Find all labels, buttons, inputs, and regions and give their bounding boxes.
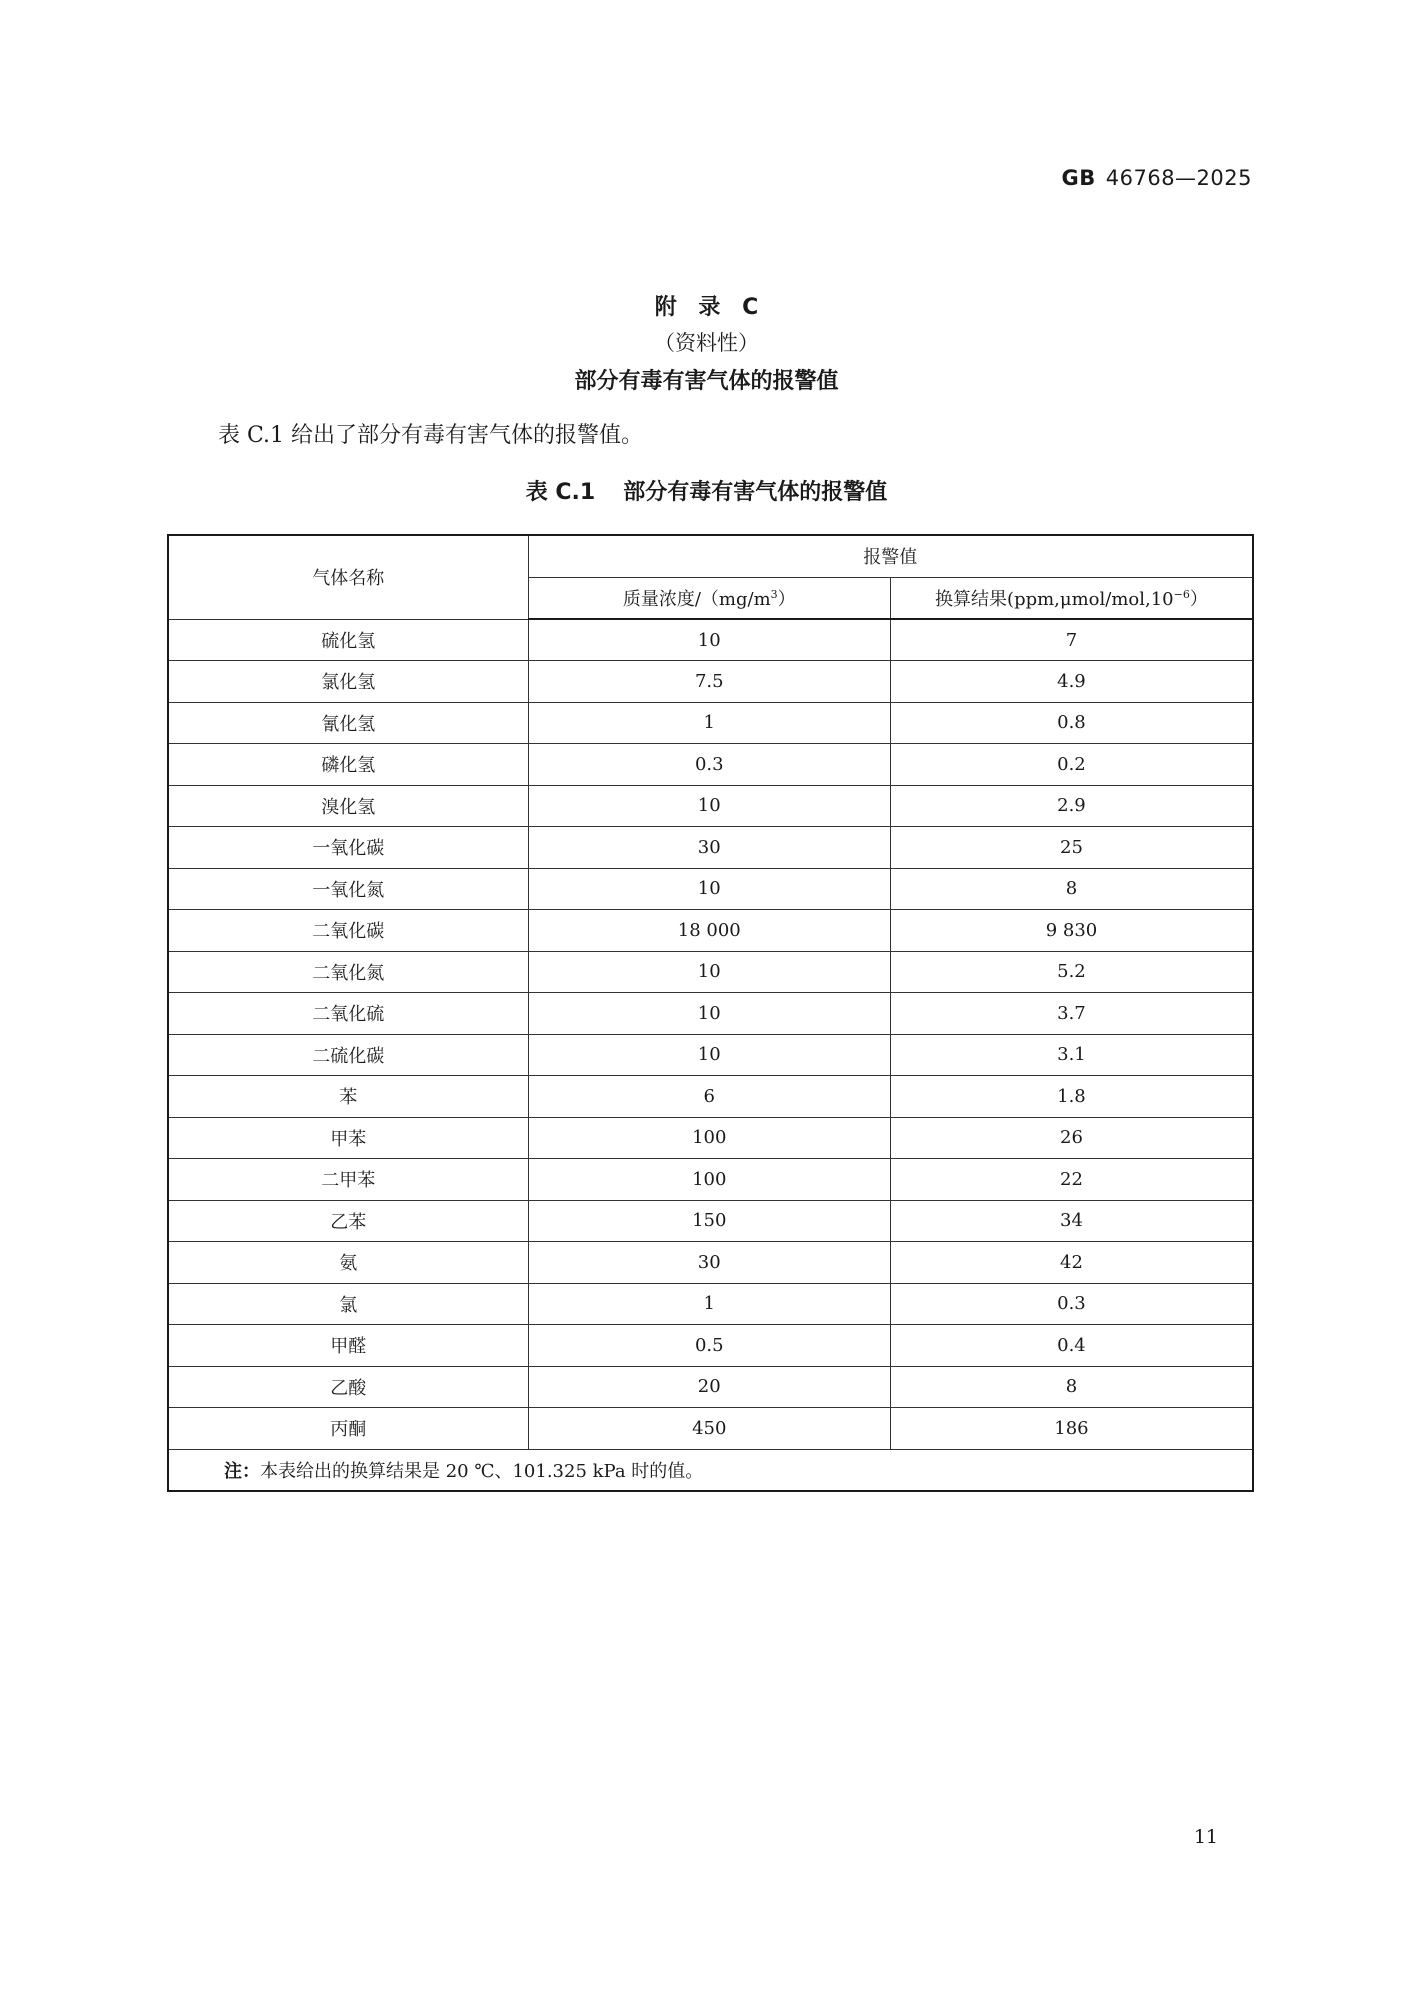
table-caption-number: 表 C.1: [525, 480, 596, 505]
annex-label: 附 录 C: [654, 295, 759, 320]
table-row: [168, 910, 1253, 952]
table-note: [168, 1449, 1253, 1491]
cell-conversion: 0.3: [890, 1283, 1253, 1325]
cell-conversion: 0.2: [890, 744, 1253, 786]
table-caption: [0, 475, 1413, 506]
cell-conversion: 34: [890, 1200, 1253, 1242]
cell-conversion: 26: [890, 1117, 1253, 1159]
table-row: [168, 744, 1253, 786]
table-row: [168, 951, 1253, 993]
cell-mass-concentration: 6: [528, 1076, 890, 1118]
table-row: [168, 702, 1253, 744]
table-row: [168, 785, 1253, 827]
table-row: [168, 1076, 1253, 1118]
cell-conversion: 42: [890, 1242, 1253, 1284]
cell-mass-concentration: 20: [528, 1366, 890, 1408]
cell-gas-name: 甲苯: [168, 1117, 528, 1159]
cell-conversion: 9 830: [890, 910, 1253, 952]
cell-mass-concentration: 1: [528, 702, 890, 744]
header-mass-concentration: 质量浓度$/(mg/m^3)$: [528, 577, 890, 619]
cell-gas-name: 二甲苯: [168, 1159, 528, 1201]
alarm-value-table: [167, 534, 1254, 1492]
cell-mass-concentration: 10: [528, 785, 890, 827]
cell-gas-name: 氰化氢: [168, 702, 528, 744]
table-row: [168, 619, 1253, 661]
cell-conversion: 0.8: [890, 702, 1253, 744]
table-row: [168, 1242, 1253, 1284]
cell-gas-name: 二硫化碳: [168, 1034, 528, 1076]
cell-mass-concentration: 100: [528, 1117, 890, 1159]
cell-conversion: 8: [890, 1366, 1253, 1408]
cell-mass-concentration: 30: [528, 827, 890, 869]
cell-conversion: 3.7: [890, 993, 1253, 1035]
cell-conversion: 22: [890, 1159, 1253, 1201]
cell-mass-concentration: 10: [528, 951, 890, 993]
cell-gas-name: 一氧化氮: [168, 868, 528, 910]
header-alarm-value: 报警值: [528, 535, 1253, 577]
standard-number: 46768—2025: [1105, 166, 1252, 190]
cell-conversion: 2.9: [890, 785, 1253, 827]
cell-mass-concentration: 150: [528, 1200, 890, 1242]
standard-prefix: GB: [1061, 166, 1096, 190]
cell-mass-concentration: 100: [528, 1159, 890, 1201]
cell-mass-concentration: 10: [528, 993, 890, 1035]
cell-gas-name: 苯: [168, 1076, 528, 1118]
table-row: [168, 827, 1253, 869]
table-row: [168, 1159, 1253, 1201]
cell-gas-name: 一氧化碳: [168, 827, 528, 869]
cell-conversion: 25: [890, 827, 1253, 869]
cell-mass-concentration: 10: [528, 1034, 890, 1076]
cell-conversion: 0.4: [890, 1325, 1253, 1367]
note-text: 本表给出的换算结果是 20 ℃、101.325 kPa 时的值。: [260, 1460, 704, 1482]
cell-gas-name: 二氧化硫: [168, 993, 528, 1035]
cell-gas-name: 丙酮: [168, 1408, 528, 1450]
cell-gas-name: 氨: [168, 1242, 528, 1284]
table-row: [168, 1034, 1253, 1076]
page-number: 11: [1193, 1826, 1218, 1848]
cell-gas-name: 硫化氢: [168, 619, 528, 661]
annex-title: 部分有毒有害气体的报警值: [574, 369, 839, 394]
cell-conversion: 4.9: [890, 661, 1253, 703]
cell-conversion: 5.2: [890, 951, 1253, 993]
cell-gas-name: 二氧化氮: [168, 951, 528, 993]
cell-mass-concentration: 18 000: [528, 910, 890, 952]
annex-nature: （资料性）: [654, 331, 759, 355]
table-caption-title: 部分有毒有害气体的报警值: [623, 480, 888, 505]
cell-mass-concentration: 7.5: [528, 661, 890, 703]
cell-mass-concentration: 1: [528, 1283, 890, 1325]
cell-gas-name: 磷化氢: [168, 744, 528, 786]
table-row: [168, 1200, 1253, 1242]
cell-mass-concentration: 0.5: [528, 1325, 890, 1367]
cell-mass-concentration: 0.3: [528, 744, 890, 786]
cell-conversion: 7: [890, 619, 1253, 661]
cell-gas-name: 溴化氢: [168, 785, 528, 827]
table-row: [168, 1325, 1253, 1367]
cell-conversion: 3.1: [890, 1034, 1253, 1076]
cell-gas-name: 乙苯: [168, 1200, 528, 1242]
cell-gas-name: 氯化氢: [168, 661, 528, 703]
cell-conversion: 186: [890, 1408, 1253, 1450]
cell-gas-name: 氯: [168, 1283, 528, 1325]
note-label: 注：: [224, 1460, 260, 1482]
cell-conversion: 1.8: [890, 1076, 1253, 1118]
cell-gas-name: 甲醛: [168, 1325, 528, 1367]
table-row: [168, 1408, 1253, 1450]
cell-gas-name: 乙酸: [168, 1366, 528, 1408]
table-row: [168, 868, 1253, 910]
cell-mass-concentration: 30: [528, 1242, 890, 1284]
table-row: [168, 993, 1253, 1035]
cell-mass-concentration: 10: [528, 868, 890, 910]
cell-gas-name: 二氧化碳: [168, 910, 528, 952]
intro-paragraph: 表 C.1 给出了部分有毒有害气体的报警值。: [218, 423, 644, 448]
cell-conversion: 8: [890, 868, 1253, 910]
table-body: [168, 619, 1253, 1449]
header-gas-name: 气体名称: [168, 535, 528, 619]
cell-mass-concentration: 450: [528, 1408, 890, 1450]
table-row: [168, 1366, 1253, 1408]
cell-mass-concentration: 10: [528, 619, 890, 661]
table-row: [168, 1117, 1253, 1159]
table-row: [168, 1283, 1253, 1325]
table-row: [168, 661, 1253, 703]
standard-code: [1062, 166, 1253, 190]
header-conversion: 换算结果$(ppm,\mu mol/mol,10^{-6})$: [890, 577, 1253, 619]
